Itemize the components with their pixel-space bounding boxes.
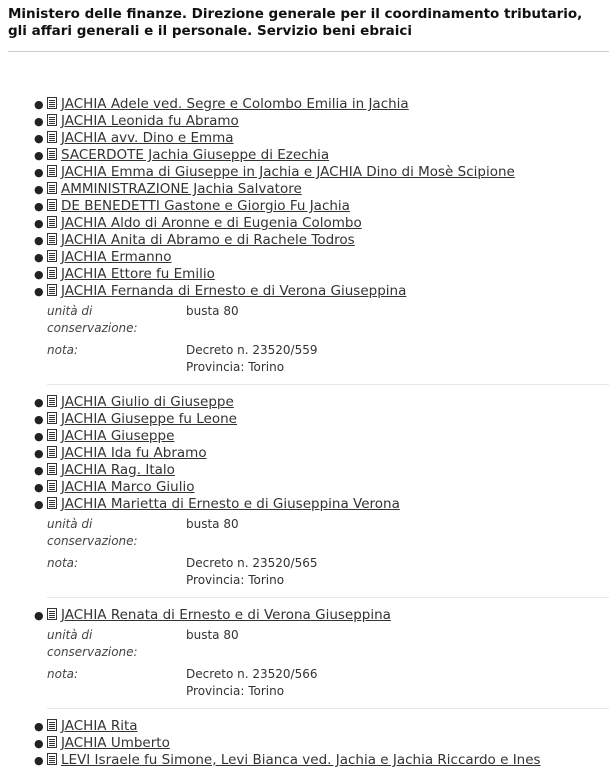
bullet-dot-icon: ● <box>34 268 44 281</box>
document-icon <box>47 114 57 126</box>
record-link[interactable]: AMMINISTRAZIONE Jachia Salvatore <box>61 181 302 197</box>
note-value <box>186 342 318 376</box>
document-icon <box>47 267 57 279</box>
record-link[interactable]: JACHIA Fernanda di Ernesto e di Verona Giuseppina <box>61 283 407 299</box>
group-4-list <box>0 718 609 769</box>
list-item <box>0 752 609 769</box>
section-divider <box>47 597 609 598</box>
record-link[interactable]: JACHIA Rag. Italo <box>61 462 175 478</box>
bullet-dot-icon: ● <box>34 737 44 750</box>
note-row <box>47 342 609 376</box>
note-decree: Decreto n. 23520/566 <box>186 667 318 681</box>
bullet-dot-icon: ● <box>34 754 44 767</box>
document-icon <box>47 97 57 109</box>
bullet-dot-icon: ● <box>34 200 44 213</box>
list-item-with-details <box>0 496 609 589</box>
list-item <box>0 462 609 479</box>
list-item <box>0 479 609 496</box>
list-item <box>0 232 609 249</box>
bullet-dot-icon: ● <box>34 166 44 179</box>
list-item <box>0 735 609 752</box>
list-item <box>0 411 609 428</box>
document-icon <box>47 250 57 262</box>
page-title: Ministero delle finanze. Direzione generale per il coordinamento tributario, gli affari generali e il personale. Servizio beni ebraici <box>8 6 583 39</box>
bullet-dot-icon: ● <box>34 609 44 622</box>
bullet-dot-icon: ● <box>34 498 44 511</box>
list-item <box>0 130 609 147</box>
conservation-unit-row <box>47 627 609 661</box>
list-item <box>0 96 609 113</box>
bullet-dot-icon: ● <box>34 234 44 247</box>
record-link[interactable]: LEVI Israele fu Simone, Levi Bianca ved. Jachia e Jachia Riccardo e Ines <box>61 752 541 768</box>
header-divider <box>8 51 609 52</box>
record-link[interactable]: JACHIA Adele ved. Segre e Colombo Emilia in Jachia <box>61 96 409 112</box>
document-icon <box>47 148 57 160</box>
record-link[interactable]: DE BENEDETTI Gastone e Giorgio Fu Jachia <box>61 198 350 214</box>
document-icon <box>47 165 57 177</box>
list-item <box>0 718 609 735</box>
record-link[interactable]: JACHIA Giulio di Giuseppe <box>61 394 234 410</box>
record-link[interactable]: SACERDOTE Jachia Giuseppe di Ezechia <box>61 147 330 163</box>
document-icon <box>47 497 57 509</box>
group-2-list <box>0 394 609 589</box>
document-icon <box>47 429 57 441</box>
note-label: nota: <box>47 667 79 681</box>
list-item <box>0 266 609 283</box>
conservation-unit-value: busta 80 <box>186 517 239 531</box>
conservation-unit-row <box>47 516 609 550</box>
list-item <box>0 147 609 164</box>
record-link[interactable]: JACHIA avv. Dino e Emma <box>61 130 234 146</box>
bullet-dot-icon: ● <box>34 396 44 409</box>
document-icon <box>47 233 57 245</box>
record-link[interactable]: JACHIA Umberto <box>61 735 170 751</box>
record-link[interactable]: JACHIA Rita <box>61 718 138 734</box>
document-icon <box>47 608 57 620</box>
document-icon <box>47 199 57 211</box>
bullet-dot-icon: ● <box>34 183 44 196</box>
record-link[interactable]: JACHIA Giuseppe fu Leone <box>61 411 237 427</box>
group-1-list <box>0 96 609 376</box>
results-list <box>0 96 609 769</box>
document-icon <box>47 182 57 194</box>
bullet-dot-icon: ● <box>34 217 44 230</box>
group-3-list <box>0 607 609 700</box>
conservation-unit-value: busta 80 <box>186 304 239 318</box>
document-icon <box>47 719 57 731</box>
document-icon <box>47 480 57 492</box>
note-label: nota: <box>47 556 79 570</box>
section-divider <box>47 708 609 709</box>
list-item <box>0 249 609 266</box>
document-icon <box>47 446 57 458</box>
note-decree: Decreto n. 23520/565 <box>186 556 318 570</box>
conservation-unit-label: unità di conservazione: <box>47 517 138 548</box>
document-icon <box>47 412 57 424</box>
document-icon <box>47 395 57 407</box>
record-link[interactable]: JACHIA Ida fu Abramo <box>61 445 207 461</box>
list-item <box>0 428 609 445</box>
note-province: Provincia: Torino <box>186 360 285 374</box>
record-link[interactable]: JACHIA Ermanno <box>61 249 172 265</box>
list-item-with-details <box>0 283 609 376</box>
document-icon <box>47 753 57 765</box>
list-item <box>0 164 609 181</box>
record-link[interactable]: JACHIA Leonida fu Abramo <box>61 113 239 129</box>
record-link[interactable]: JACHIA Marco Giulio <box>61 479 195 495</box>
document-icon <box>47 736 57 748</box>
record-link[interactable]: JACHIA Ettore fu Emilio <box>61 266 215 282</box>
bullet-dot-icon: ● <box>34 115 44 128</box>
note-decree: Decreto n. 23520/559 <box>186 343 318 357</box>
bullet-dot-icon: ● <box>34 481 44 494</box>
conservation-unit-value: busta 80 <box>186 628 239 642</box>
section-divider <box>47 384 609 385</box>
record-details <box>47 516 609 589</box>
record-link[interactable]: JACHIA Marietta di Ernesto e di Giuseppina Verona <box>61 496 400 512</box>
document-icon <box>47 284 57 296</box>
document-icon <box>47 131 57 143</box>
note-value <box>186 666 318 700</box>
record-details <box>47 303 609 376</box>
document-icon <box>47 463 57 475</box>
bullet-dot-icon: ● <box>34 720 44 733</box>
list-item <box>0 215 609 232</box>
list-item-with-details <box>0 607 609 700</box>
note-province: Provincia: Torino <box>186 684 285 698</box>
list-item <box>0 198 609 215</box>
list-item <box>0 394 609 411</box>
record-link[interactable]: JACHIA Giuseppe <box>61 428 175 444</box>
list-item <box>0 181 609 198</box>
bullet-dot-icon: ● <box>34 413 44 426</box>
record-link[interactable]: JACHIA Anita di Abramo e di Rachele Todros <box>61 232 355 248</box>
document-icon <box>47 216 57 228</box>
list-item <box>0 113 609 130</box>
bullet-dot-icon: ● <box>34 285 44 298</box>
note-label: nota: <box>47 343 79 357</box>
note-row <box>47 555 609 589</box>
record-link[interactable]: JACHIA Renata di Ernesto e di Verona Giuseppina <box>61 607 391 623</box>
note-value <box>186 555 318 589</box>
conservation-unit-label: unità di conservazione: <box>47 304 138 335</box>
note-row <box>47 666 609 700</box>
conservation-unit-label: unità di conservazione: <box>47 628 138 659</box>
bullet-dot-icon: ● <box>34 149 44 162</box>
record-link[interactable]: JACHIA Emma di Giuseppe in Jachia e JACHIA Dino di Mosè Scipione <box>61 164 515 180</box>
conservation-unit-row <box>47 303 609 337</box>
bullet-dot-icon: ● <box>34 430 44 443</box>
bullet-dot-icon: ● <box>34 447 44 460</box>
note-province: Provincia: Torino <box>186 573 285 587</box>
record-link[interactable]: JACHIA Aldo di Aronne e di Eugenia Colombo <box>61 215 362 231</box>
record-details <box>47 627 609 700</box>
bullet-dot-icon: ● <box>34 464 44 477</box>
bullet-dot-icon: ● <box>34 251 44 264</box>
bullet-dot-icon: ● <box>34 98 44 111</box>
list-item <box>0 445 609 462</box>
bullet-dot-icon: ● <box>34 132 44 145</box>
